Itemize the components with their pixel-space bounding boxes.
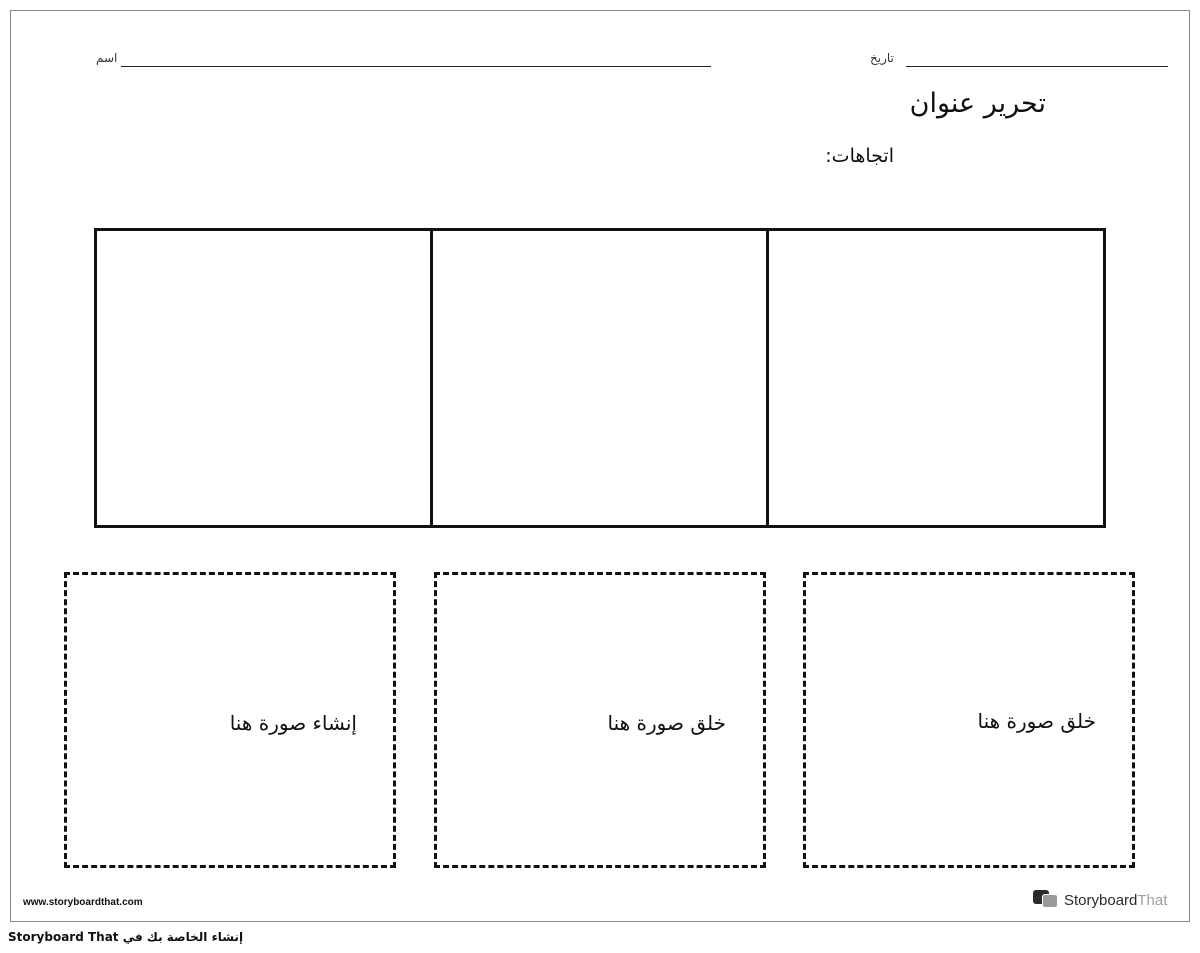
storyboard-cell-3[interactable] bbox=[766, 228, 1106, 528]
website-url: www.storyboardthat.com bbox=[23, 897, 143, 908]
storyboard-cell-1[interactable] bbox=[94, 228, 434, 528]
image-placeholder-label: خلق صورة هنا bbox=[607, 711, 726, 735]
storyboardthat-logo bbox=[1033, 889, 1167, 911]
worksheet-title[interactable]: تحرير عنوان bbox=[909, 88, 1046, 119]
image-placeholder-label: إنشاء صورة هنا bbox=[229, 711, 357, 735]
image-placeholder-1[interactable] bbox=[64, 572, 396, 868]
brand-wordmark: StoryboardThat bbox=[1064, 891, 1168, 909]
storyboard-speech-bubbles-icon bbox=[1033, 889, 1061, 911]
name-field-line[interactable] bbox=[121, 66, 711, 67]
date-field-line[interactable] bbox=[906, 66, 1168, 67]
image-placeholder-3[interactable] bbox=[803, 572, 1135, 868]
image-placeholder-2[interactable] bbox=[434, 572, 766, 868]
name-label: اسم bbox=[96, 51, 118, 65]
footer-credit: إنشاء الخاصة بك في Storyboard That bbox=[8, 930, 244, 944]
date-label: تاريخ bbox=[870, 51, 894, 65]
image-placeholder-label: خلق صورة هنا bbox=[977, 709, 1096, 733]
storyboard-cell-2[interactable] bbox=[430, 228, 770, 528]
directions-label[interactable]: اتجاهات: bbox=[825, 145, 894, 167]
